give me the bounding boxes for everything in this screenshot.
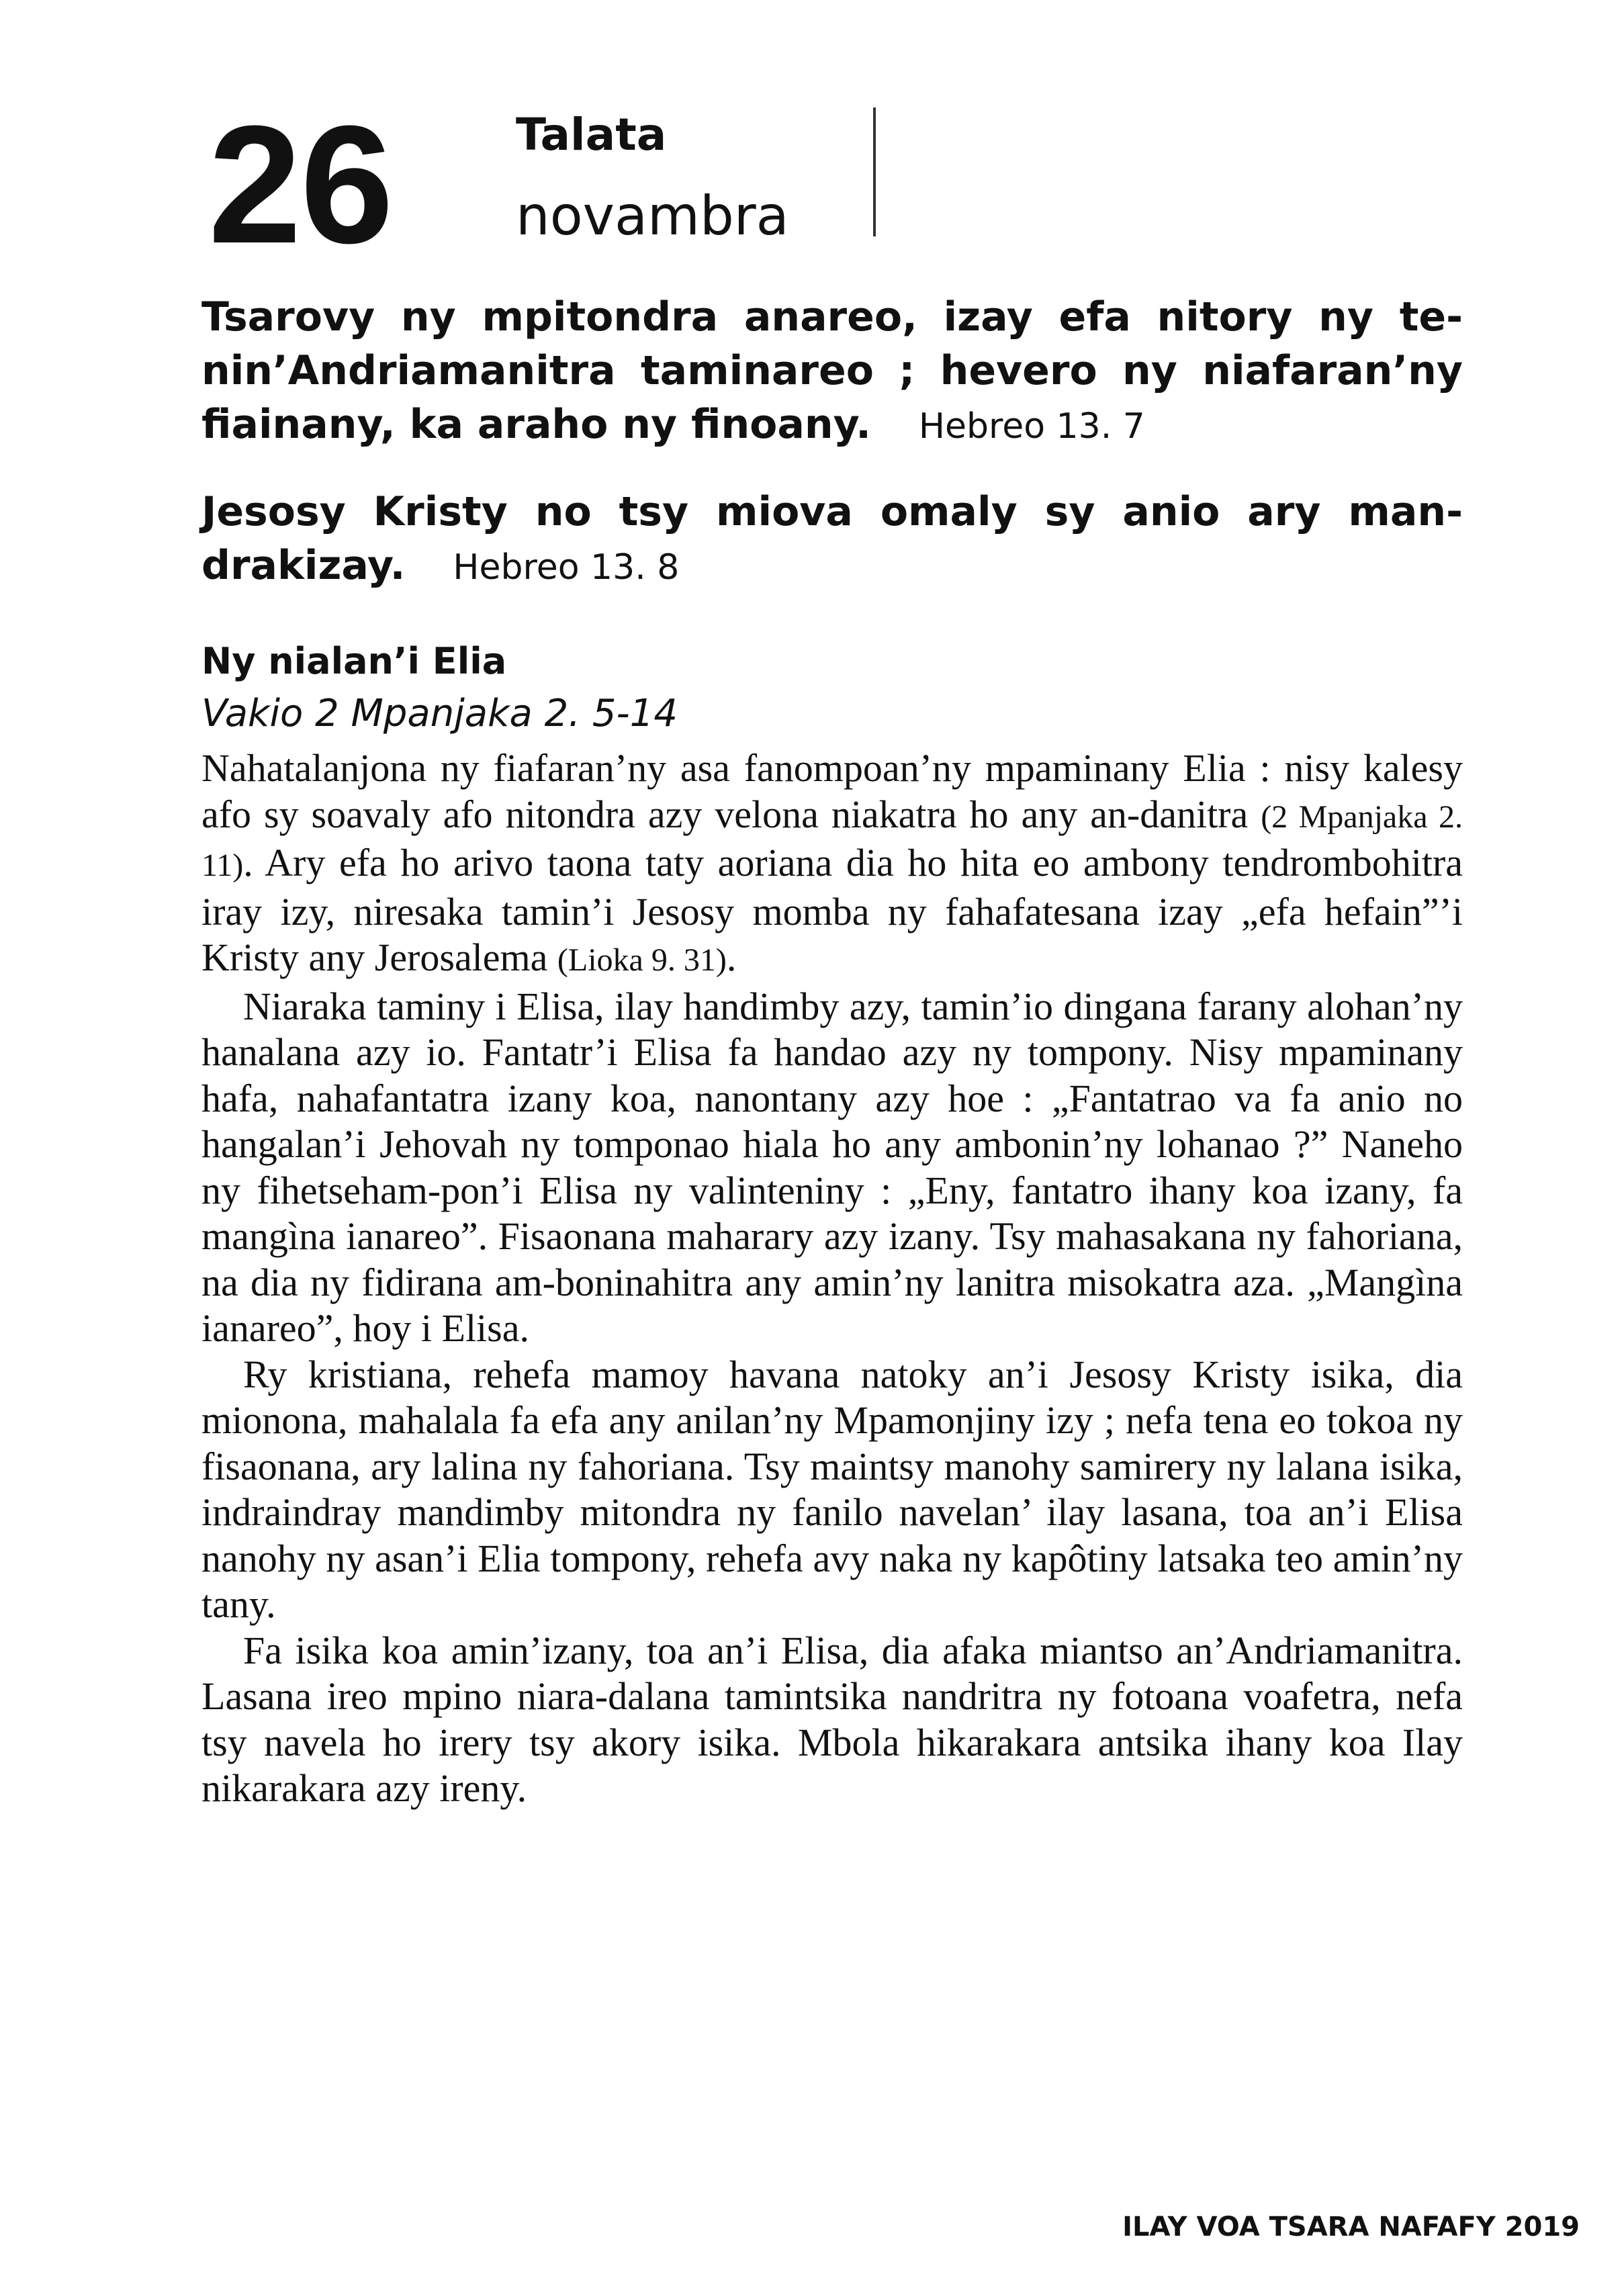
paragraph-3: Ry kristiana, rehefa mamoy havana natoky an’i Jesosy Kristy isika, dia mionona, mahalala fa efa any anilan’ny Mpamonjiny izy ; nefa tena eo tokoa ny fisaonana, ary lalina ny fahoriana. Tsy maintsy manohy samirery ny lalana isika, indraindray mandimby mitondra ny fanilo navelan’ ilay lasana, toa an’i Elisa nanohy ny asan’i Elia tompony, rehefa avy naka ny kapôtiny latsaka teo amin’ny tany. <box>201 1352 1463 1626</box>
meditation-body <box>201 745 1463 1812</box>
verse-1-text: Tsarovy ny mpitondra anareo, izay efa nitory ny tenin’Andriamanitra taminareo ; hevero ny niafaran’ny fiainany, ka araho ny finoany. <box>201 293 1463 448</box>
verse-2-text: Jesosy Kristy no tsy miova omaly sy anio ary mandrakizay. <box>201 488 1463 589</box>
meditation-title: Ny nialan’i Elia <box>201 640 507 682</box>
header-divider <box>873 107 876 236</box>
paragraph-4: Fa isika koa amin’izany, toa an’i Elisa, dia afaka miantso an’Andriamanitra. Lasana ireo mpino niara-dalana tamintsika nandritra ny fotoana voafetra, nefa tsy navela ho irery tsy akory isika. Mbola hikarakara antsika ihany koa Ilay nikarakara azy ireny. <box>201 1628 1463 1810</box>
verse-2 <box>201 485 1463 594</box>
verse-2-reference: Hebreo 13. 8 <box>453 547 680 588</box>
paragraph-2: Niaraka taminy i Elisa, ilay handimby azy, tamin’io dingana farany alohan’ny hanalana azy io. Fantatr’i Elisa fa handao azy ny tompony. Nisy mpaminany hafa, nahafantatra izany koa, nanontany azy hoe : „Fantatrao va fa anio no hangalan’i Jehovah ny tomponao hiala ho any ambonin’ny lohanao ?” Naneho ny fihetseham-pon’i Elisa ny valinteniny : „Eny, fantatro ihany koa izany, fa mangìna ianareo”. Fisaonana maharary azy izany. Tsy mahasakana ny fahoriana, na dia ny fidirana am-boninahitra any amin’ny lanitra misokatra aza. „Mangìna ianareo”, hoy i Elisa. <box>201 984 1463 1350</box>
reading-reference: Vakio 2 Mpanjaka 2. 5-14 <box>201 692 678 735</box>
verse-1-reference: Hebreo 13. 7 <box>918 406 1145 447</box>
scripture-ref: (Lioka 9. 31) <box>557 942 727 978</box>
verse-1 <box>201 290 1463 453</box>
paragraph-1: Nahatalanjona ny fiafaran’ny asa fanompoan’ny mpaminany Elia : nisy kalesy afo sy soavaly afo nitondra azy velona niakatra ho any an-danitra (2 Mpanjaka 2. 11). Ary efa ho arivo taona taty aoriana dia ho hita eo ambony tendrombohitra iray izy, niresaka tamin’i Jesosy momba ny fahafatesana izay „efa hefain”’i Kristy any Jerosalema (Lioka 9. 31). <box>201 746 1463 979</box>
publication-footer: ILAY VOA TSARA NAFAFY 2019 <box>1122 2212 1580 2242</box>
day-number: 26 <box>208 91 393 278</box>
month: novambra <box>516 185 789 247</box>
weekday: Talata <box>516 109 667 161</box>
scripture-ref: (2 Mpanjaka 2. 11) <box>201 799 1463 883</box>
